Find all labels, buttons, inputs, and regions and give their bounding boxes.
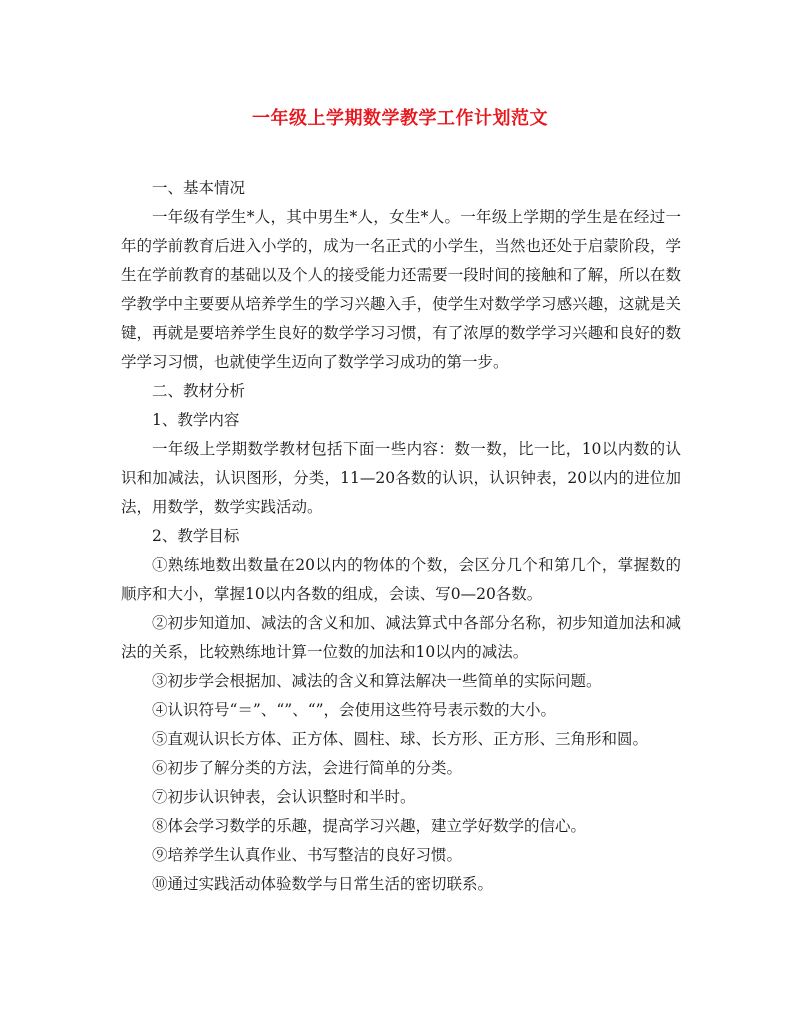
goal-item: ③初步学会根据加、减法的含义和算法解决一些简单的实际问题。 xyxy=(152,672,602,690)
goal-item: ②初步知道加、减法的含义和加、减法算式中各部分名称，初步知道加法和减法的关系，比较熟练地计算一位数的加法和10以内的减法。 xyxy=(121,614,681,661)
subsection-heading: 1、教学内容 xyxy=(152,411,240,429)
goal-item: ⑦初步认识钟表，会认识整时和半时。 xyxy=(152,788,416,806)
goal-item: ⑨培养学生认真作业、书写整洁的良好习惯。 xyxy=(152,846,463,864)
goal-item: ④认识符号“＝”、“”、“”，会使用这些符号表示数的大小。 xyxy=(152,701,557,719)
goal-item: ⑥初步了解分类的方法，会进行简单的分类。 xyxy=(152,759,463,777)
document-title: 一年级上学期数学教学工作计划范文 xyxy=(252,108,548,129)
paragraph: 一年级有学生*人，其中男生*人，女生*人。一年级上学期的学生是在经过一年的学前教育后进入小学的，成为一名正式的小学生，当然也还处于启蒙阶段，学生在学前教育的基础以及个人的接受能力还需要一段时间的接触和了解，所以在数学教学中主要要从培养学生的学习兴趣入手，使学生对数学学习感兴趣，这就是关键，再就是要培养学生良好的数学学习习惯，有了浓厚的数学学习兴趣和良好的数学学习习惯，也就使学生迈向了数学学习成功的第一步。 xyxy=(121,208,681,371)
subsection-heading: 2、教学目标 xyxy=(152,527,240,545)
document-body xyxy=(121,174,681,899)
section-heading: 二、教材分析 xyxy=(152,382,246,400)
goal-item: ⑧体会学习数学的乐趣，提高学习兴趣，建立学好数学的信心。 xyxy=(152,817,587,835)
goal-item: ⑩通过实践活动体验数学与日常生活的密切联系。 xyxy=(152,875,494,893)
section-heading: 一、基本情况 xyxy=(152,179,246,197)
paragraph: 一年级上学期数学教材包括下面一些内容：数一数，比一比，10以内数的认识和加减法，认识图形，分类，11—20各数的认识，认识钟表，20以内的进位加法，用数学，数学实践活动。 xyxy=(121,440,681,516)
goal-item: ①熟练地数出数量在20以内的物体的个数，会区分几个和第几个，掌握数的顺序和大小，掌握10以内各数的组成，会读、写0—20各数。 xyxy=(121,556,681,603)
goal-item: ⑤直观认识长方体、正方体、圆柱、球、长方形、正方形、三角形和圆。 xyxy=(152,730,649,748)
